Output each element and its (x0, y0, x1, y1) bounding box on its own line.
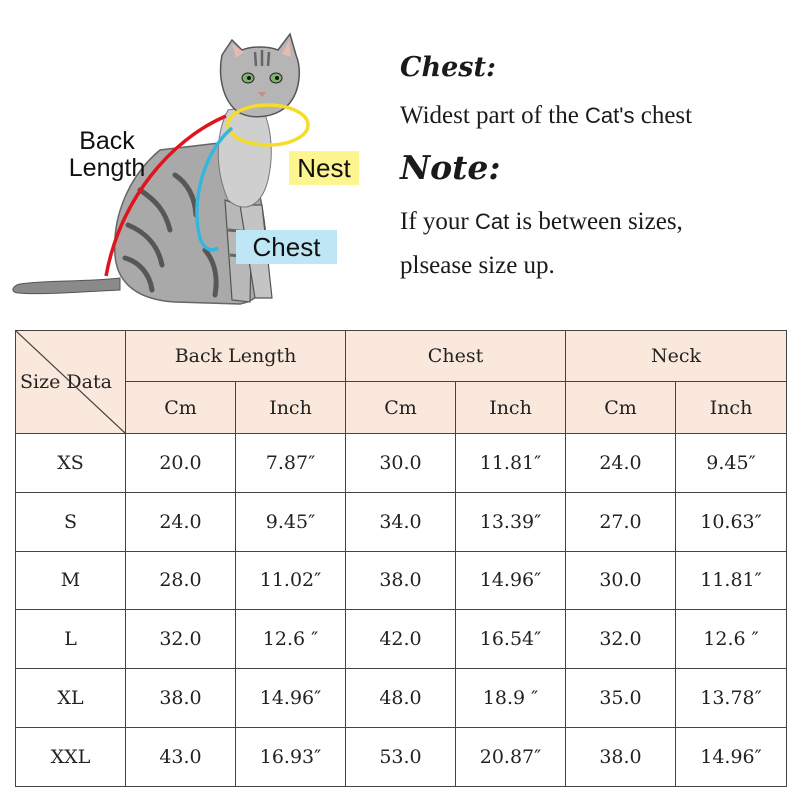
unit-header: Inch (676, 382, 787, 434)
value-cell: 12.6 ″ (676, 610, 787, 669)
table-row (16, 434, 787, 493)
group-header-chest: Chest (346, 331, 566, 382)
table-row (16, 551, 787, 610)
value-cell: 38.0 (566, 727, 676, 786)
table-row (16, 727, 787, 786)
size-chart-table (15, 330, 787, 787)
size-cell: XL (16, 669, 126, 728)
back-length-label-line1: Back (79, 127, 135, 155)
value-cell: 7.87″ (236, 434, 346, 493)
corner-label: Size Data (20, 371, 112, 393)
nest-tag: Nest (289, 151, 359, 185)
value-cell: 30.0 (346, 434, 456, 493)
value-cell: 30.0 (566, 551, 676, 610)
value-cell: 43.0 (126, 727, 236, 786)
table-row (16, 610, 787, 669)
chest-desc-text-b: chest (634, 102, 693, 129)
value-cell: 27.0 (566, 492, 676, 551)
value-cell: 38.0 (126, 669, 236, 728)
back-length-label-line2: Length (68, 154, 146, 182)
value-cell: 20.0 (126, 434, 236, 493)
note-line1-cat-word: Cat (474, 209, 510, 234)
value-cell: 16.54″ (456, 610, 566, 669)
value-cell: 28.0 (126, 551, 236, 610)
chest-desc-text-a: Widest part of the (400, 102, 586, 129)
back-length-label (62, 128, 152, 182)
unit-header: Cm (566, 382, 676, 434)
value-cell: 14.96″ (456, 551, 566, 610)
chest-heading: Chest: (400, 52, 496, 83)
value-cell: 34.0 (346, 492, 456, 551)
cat-measurement-illustration (0, 0, 380, 320)
size-cell: M (16, 551, 126, 610)
unit-header: Cm (346, 382, 456, 434)
group-header-back-length: Back Length (126, 331, 346, 382)
note-line1-text-a: If your (400, 208, 475, 235)
value-cell: 11.81″ (456, 434, 566, 493)
value-cell: 12.6 ″ (236, 610, 346, 669)
size-cell: S (16, 492, 126, 551)
value-cell: 13.78″ (676, 669, 787, 728)
value-cell: 24.0 (566, 434, 676, 493)
value-cell: 32.0 (566, 610, 676, 669)
value-cell: 18.9 ″ (456, 669, 566, 728)
value-cell: 9.45″ (676, 434, 787, 493)
size-cell: XS (16, 434, 126, 493)
value-cell: 14.96″ (236, 669, 346, 728)
unit-header: Inch (236, 382, 346, 434)
note-heading: Note: (400, 148, 501, 187)
value-cell: 53.0 (346, 727, 456, 786)
value-cell: 13.39″ (456, 492, 566, 551)
table-corner-cell (16, 331, 126, 434)
value-cell: 10.63″ (676, 492, 787, 551)
table-row (16, 669, 787, 728)
unit-header: Cm (126, 382, 236, 434)
value-cell: 24.0 (126, 492, 236, 551)
value-cell: 16.93″ (236, 727, 346, 786)
group-header-neck: Neck (566, 331, 787, 382)
unit-header: Inch (456, 382, 566, 434)
value-cell: 14.96″ (676, 727, 787, 786)
chest-tag: Chest (236, 230, 337, 264)
value-cell: 11.02″ (236, 551, 346, 610)
note-line1-text-b: is between sizes, (509, 208, 683, 235)
table-row (16, 492, 787, 551)
size-cell: L (16, 610, 126, 669)
note-line-2: plsease size up. (400, 252, 555, 279)
chest-description (400, 102, 692, 130)
size-cell: XXL (16, 727, 126, 786)
chest-desc-cat-word: Cat's (585, 103, 635, 128)
value-cell: 11.81″ (676, 551, 787, 610)
note-line-1 (400, 208, 683, 236)
value-cell: 35.0 (566, 669, 676, 728)
value-cell: 32.0 (126, 610, 236, 669)
value-cell: 48.0 (346, 669, 456, 728)
value-cell: 20.87″ (456, 727, 566, 786)
value-cell: 42.0 (346, 610, 456, 669)
value-cell: 38.0 (346, 551, 456, 610)
value-cell: 9.45″ (236, 492, 346, 551)
